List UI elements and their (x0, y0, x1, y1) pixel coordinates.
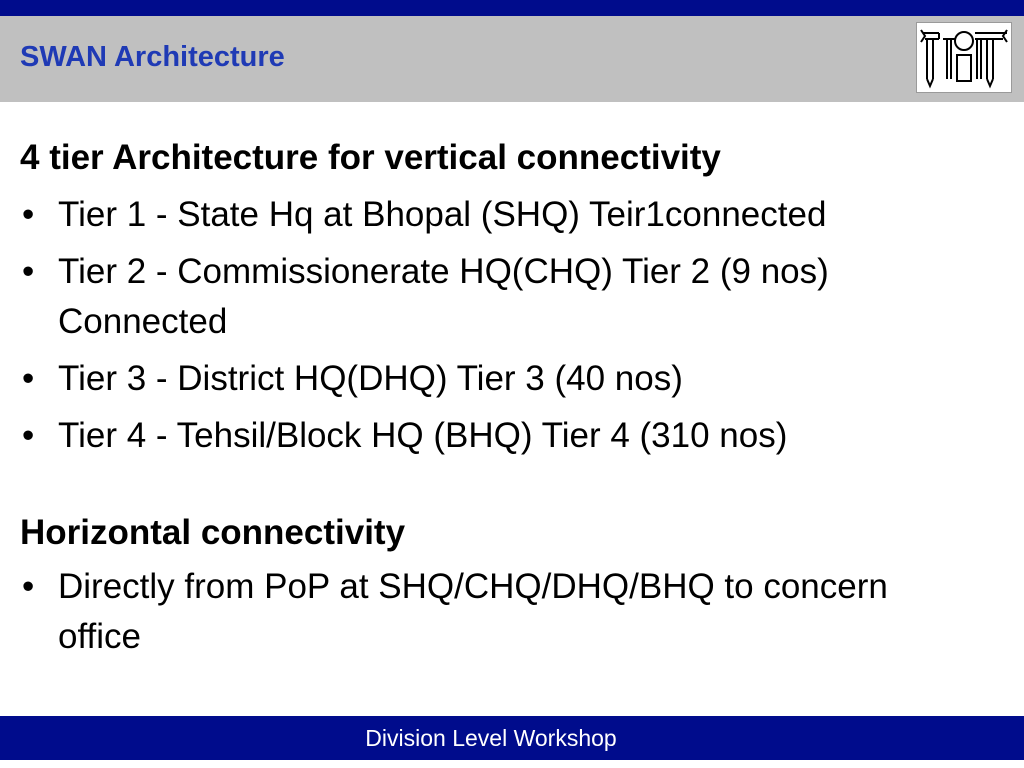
bullet-item (20, 562, 980, 662)
top-bar (0, 0, 1024, 16)
tit-emblem-icon (917, 23, 1011, 92)
bullet-item (20, 411, 980, 461)
vertical-bullet-list (20, 190, 980, 461)
bullet-text: Directly from PoP at SHQ/CHQ/DHQ/BHQ to concern office (58, 567, 888, 656)
bullet-dot: • (22, 252, 35, 291)
bullet-item (20, 190, 980, 240)
bullet-text: Tier 3 - District HQ(DHQ) Tier 3 (40 nos) (58, 359, 683, 398)
horizontal-bullet-list (20, 562, 980, 662)
footer-text: Division Level Workshop (365, 725, 617, 751)
slide-content (20, 136, 980, 662)
section-heading-horizontal: Horizontal connectivity (20, 513, 406, 552)
bullet-dot: • (22, 195, 35, 234)
logo (916, 22, 1012, 93)
bullet-text: Tier 2 - Commissionerate HQ(CHQ) Tier 2 (9 nos) Connected (58, 252, 829, 341)
section-heading-vertical: 4 tier Architecture for vertical connectivity (20, 138, 721, 177)
bullet-item (20, 354, 980, 404)
bullet-dot: • (22, 359, 35, 398)
bullet-text: Tier 4 - Tehsil/Block HQ (BHQ) Tier 4 (310 nos) (58, 416, 788, 455)
bottom-strip (0, 760, 1024, 768)
bullet-item (20, 247, 980, 347)
footer-bar (0, 716, 1024, 760)
bullet-dot: • (22, 416, 35, 455)
bullet-dot: • (22, 567, 35, 606)
bullet-text: Tier 1 - State Hq at Bhopal (SHQ) Teir1connected (58, 195, 827, 234)
slide-title: SWAN Architecture (20, 41, 285, 73)
